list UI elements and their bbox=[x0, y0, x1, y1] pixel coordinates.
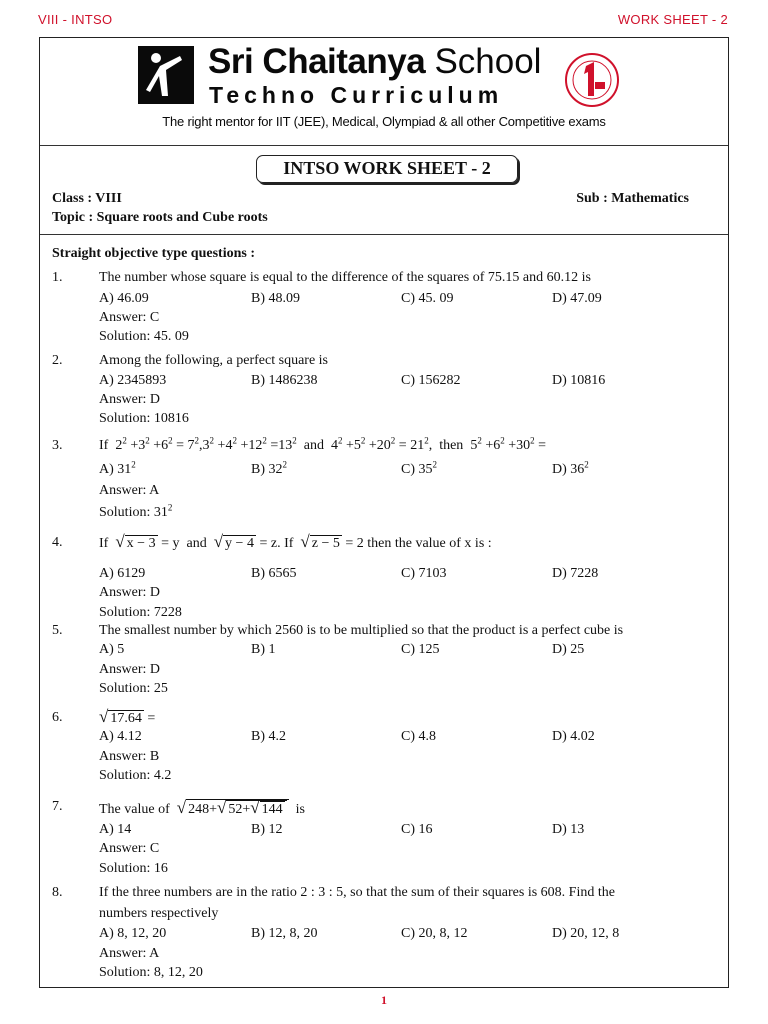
option-a: A) 14 bbox=[99, 822, 132, 837]
option-c: C) 16 bbox=[401, 822, 433, 837]
option-c: C) 125 bbox=[401, 642, 440, 657]
answer: Answer: A bbox=[99, 946, 160, 961]
solution: Solution: 10816 bbox=[99, 411, 189, 426]
section-divider bbox=[40, 234, 728, 235]
question-number: 2. bbox=[52, 353, 63, 368]
option-c: C) 20, 8, 12 bbox=[401, 926, 468, 941]
question-stem: The number whose square is equal to the difference of the squares of 75.15 and 60.12 is bbox=[99, 270, 591, 285]
question-stem: If √ x − 3 = y and √ y − 4 = z. If √ z − 5 = 2 then the value of x is : bbox=[99, 532, 492, 551]
page-number: 1 bbox=[381, 993, 387, 1007]
school-logo-icon bbox=[138, 46, 194, 104]
option-d: D) $36^2$ bbox=[552, 459, 589, 477]
option-c: C) $35^2$ bbox=[401, 459, 437, 477]
question-number: 6. bbox=[52, 710, 63, 725]
question-number: 1. bbox=[52, 270, 63, 285]
option-d: D) 10816 bbox=[552, 373, 606, 388]
worksheet-title: INTSO WORK SHEET - 2 bbox=[256, 155, 518, 183]
option-b: B) 4.2 bbox=[251, 729, 286, 744]
solution: Solution: 7228 bbox=[99, 605, 182, 620]
solution: Solution: $31^2$ bbox=[99, 502, 173, 520]
option-c: C) 156282 bbox=[401, 373, 461, 388]
school-name-bold: Sri Chaitanya bbox=[208, 42, 426, 81]
subject-label: Sub : Mathematics bbox=[576, 191, 689, 206]
question-number: 4. bbox=[52, 535, 63, 550]
option-a: A) 6129 bbox=[99, 566, 146, 581]
section-title: Straight objective type questions : bbox=[52, 246, 255, 261]
option-d: D) 7228 bbox=[552, 566, 599, 581]
option-d: D) 47.09 bbox=[552, 291, 602, 306]
answer: Answer: D bbox=[99, 392, 161, 407]
question-stem: Among the following, a perfect square is bbox=[99, 353, 328, 368]
answer: Answer: D bbox=[99, 662, 161, 677]
answer: Answer: C bbox=[99, 310, 160, 325]
option-a: A) 5 bbox=[99, 642, 125, 657]
option-a: A) 2345893 bbox=[99, 373, 167, 388]
school-tagline: The right mentor for IIT (JEE), Medical, Olympiad & all other Competitive exams bbox=[162, 114, 606, 129]
option-a: A) 4.12 bbox=[99, 729, 142, 744]
option-d: D) 13 bbox=[552, 822, 585, 837]
question-stem: The smallest number by which 2560 is to be multiplied so that the product is a perfect cube is bbox=[99, 623, 624, 638]
class-label: Class : VIII bbox=[52, 191, 122, 206]
question-number: 8. bbox=[52, 885, 63, 900]
solution: Solution: 16 bbox=[99, 861, 168, 876]
option-b: B) 48.09 bbox=[251, 291, 300, 306]
option-b: B) 1 bbox=[251, 642, 276, 657]
answer: Answer: D bbox=[99, 585, 161, 600]
option-c: C) 7103 bbox=[401, 566, 447, 581]
question-stem: √ 17.64 = bbox=[99, 707, 156, 726]
question-number: 5. bbox=[52, 623, 63, 638]
page-frame bbox=[39, 37, 729, 988]
answer: Answer: B bbox=[99, 749, 160, 764]
option-b: B) 6565 bbox=[251, 566, 297, 581]
question-stem: If the three numbers are in the ratio 2 : 3 : 5, so that the sum of their squares is 608. Find the bbox=[99, 885, 615, 900]
running-header bbox=[38, 12, 728, 28]
question-number: 7. bbox=[52, 799, 63, 814]
question-stem: If $2^2 +3^2 +6^2 = 7^2,3^2 +4^2 +12^2 =13^2$ and $4^2 +5^2 +20^2 = 21^2$, then $5^2 +6^2 +30^2$ = bbox=[99, 435, 547, 453]
option-d: D) 20, 12, 8 bbox=[552, 926, 620, 941]
school-name-regular: School bbox=[434, 42, 542, 81]
solution: Solution: 45. 09 bbox=[99, 329, 189, 344]
option-b: B) 12, 8, 20 bbox=[251, 926, 318, 941]
school-name bbox=[208, 42, 541, 82]
question-stem: The value of √ 248+√ 52+√ 144 is bbox=[99, 798, 305, 817]
option-b: B) $32^2$ bbox=[251, 459, 287, 477]
curriculum-title: Techno Curriculum bbox=[209, 82, 504, 108]
solution: Solution: 4.2 bbox=[99, 768, 172, 783]
option-d: D) 25 bbox=[552, 642, 585, 657]
class-code: VIII - INTSO bbox=[38, 12, 113, 27]
answer: Answer: A bbox=[99, 483, 160, 498]
option-b: B) 1486238 bbox=[251, 373, 318, 388]
no1-seal-icon bbox=[564, 52, 620, 108]
option-a: A) 8, 12, 20 bbox=[99, 926, 167, 941]
question-number: 3. bbox=[52, 438, 63, 453]
solution: Solution: 8, 12, 20 bbox=[99, 965, 203, 980]
question-stem-continued: numbers respectively bbox=[99, 906, 219, 921]
option-b: B) 12 bbox=[251, 822, 283, 837]
option-c: C) 4.8 bbox=[401, 729, 436, 744]
solution: Solution: 25 bbox=[99, 681, 168, 696]
option-d: D) 4.02 bbox=[552, 729, 595, 744]
school-header bbox=[40, 38, 728, 146]
worksheet-code: WORK SHEET - 2 bbox=[617, 12, 728, 27]
answer: Answer: C bbox=[99, 841, 160, 856]
option-a: A) 46.09 bbox=[99, 291, 149, 306]
option-a: A) $31^2$ bbox=[99, 459, 136, 477]
topic-label: Topic : Square roots and Cube roots bbox=[52, 210, 268, 225]
option-c: C) 45. 09 bbox=[401, 291, 454, 306]
